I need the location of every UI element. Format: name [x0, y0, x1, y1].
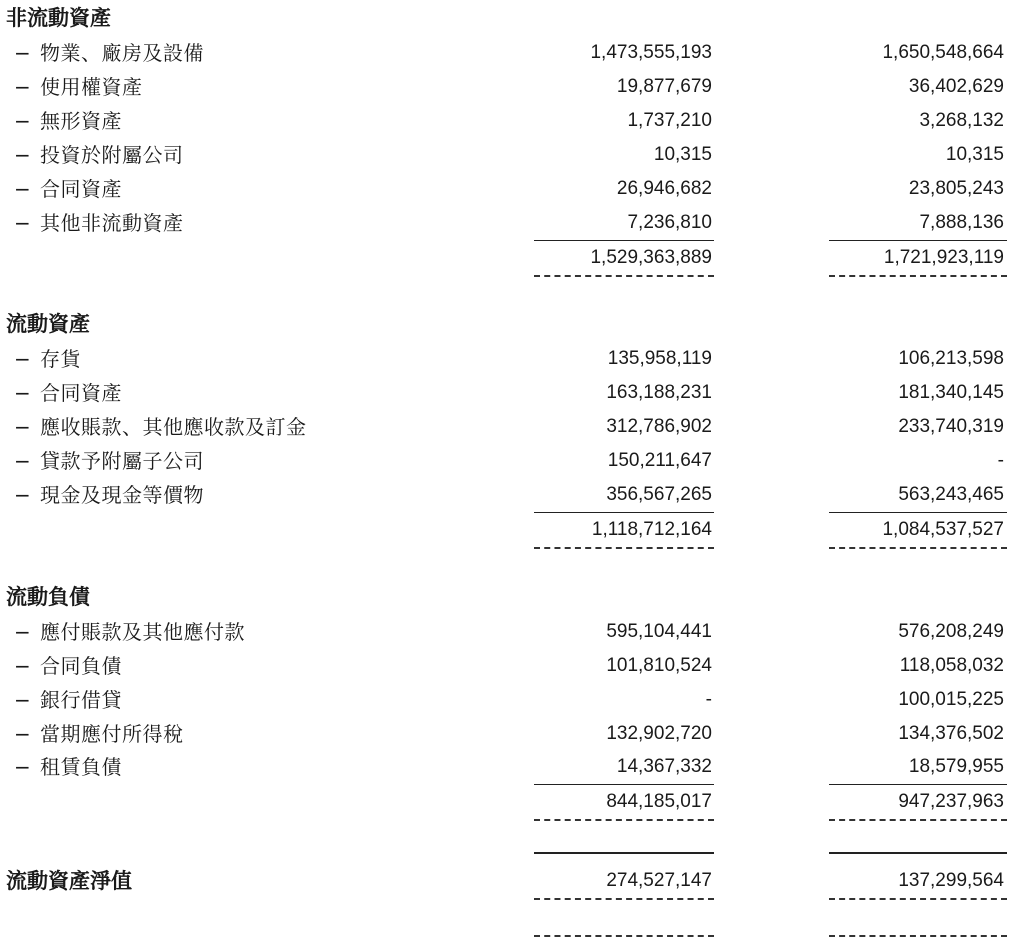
section-total-row	[0, 515, 1014, 545]
line-item	[0, 752, 1014, 782]
value-prior-year: 233,740,319	[898, 416, 1004, 437]
value-prior-year: 1,650,548,664	[882, 42, 1004, 63]
subtotal-rule	[534, 512, 714, 513]
net-top-rule	[829, 852, 1007, 854]
value-current-year: 312,786,902	[606, 416, 712, 437]
total-dashed-rule	[829, 275, 1007, 277]
dash-marker: −	[14, 483, 32, 507]
value-prior-year: 576,208,249	[898, 621, 1004, 642]
line-item	[0, 480, 1014, 510]
line-item	[0, 106, 1014, 136]
value-prior-year: 106,213,598	[898, 348, 1004, 369]
dash-marker: −	[14, 347, 32, 371]
value-current-year: 135,958,119	[607, 348, 712, 369]
subtotal-rule	[829, 512, 1007, 513]
item-label: 合同負債	[40, 654, 122, 678]
total-dashed-rule	[829, 819, 1007, 821]
item-label: 應付賬款及其他應付款	[40, 620, 245, 644]
item-label: 合同資產	[40, 177, 122, 201]
section-title: 非流動資產	[6, 6, 111, 30]
dash-marker: −	[14, 41, 32, 65]
value-current-year: 132,902,720	[606, 723, 712, 744]
value-prior-year: 36,402,629	[908, 76, 1004, 97]
net-double-dashed-rule	[829, 935, 1007, 937]
value-prior-year: 563,243,465	[898, 484, 1004, 505]
dash-marker: −	[14, 381, 32, 405]
value-current-year: 101,810,524	[606, 655, 712, 676]
item-label: 其他非流動資產	[40, 211, 184, 235]
section-heading-non-current-assets	[0, 3, 1014, 33]
line-item	[0, 140, 1014, 170]
value-current-year: 19,877,679	[616, 76, 712, 97]
value-current-year: 26,946,682	[616, 178, 712, 199]
section-title: 流動負債	[6, 585, 90, 609]
total-dashed-rule	[534, 819, 714, 821]
subtotal-rule	[534, 240, 714, 241]
item-label: 無形資產	[40, 109, 122, 133]
dash-marker: −	[14, 211, 32, 235]
line-item	[0, 412, 1014, 442]
value-prior-year: 7,888,136	[919, 212, 1004, 233]
value-current-year: 14,367,332	[616, 756, 712, 777]
section-total-row	[0, 787, 1014, 817]
subtotal-rule	[829, 240, 1007, 241]
line-item	[0, 344, 1014, 374]
line-item	[0, 617, 1014, 647]
item-label: 合同資產	[40, 381, 122, 405]
dash-marker: −	[14, 620, 32, 644]
dash-marker: −	[14, 75, 32, 99]
item-label: 使用權資產	[40, 75, 143, 99]
value-current-year: 10,315	[653, 144, 712, 165]
dash-marker: −	[14, 722, 32, 746]
value-prior-year: 3,268,132	[919, 110, 1004, 131]
value-prior-year: 181,340,145	[898, 382, 1004, 403]
dash-marker: −	[14, 177, 32, 201]
total-dashed-rule	[534, 547, 714, 549]
dash-marker: −	[14, 449, 32, 473]
net-current-assets-row	[0, 866, 1014, 896]
total-current-year: 1,118,712,164	[591, 519, 712, 540]
section-title: 流動資產	[6, 312, 90, 336]
value-current-year: 7,236,810	[627, 212, 712, 233]
subtotal-rule	[829, 784, 1007, 785]
value-current-year: -	[705, 689, 712, 710]
item-label: 應收賬款、其他應收款及訂金	[40, 415, 307, 439]
item-label: 貸款予附屬子公司	[40, 449, 204, 473]
net-current-year: 274,527,147	[606, 870, 712, 891]
item-label: 租賃負債	[40, 755, 122, 779]
net-dashed-rule	[829, 898, 1007, 900]
section-total-row	[0, 243, 1014, 273]
line-item	[0, 378, 1014, 408]
item-label: 物業、廠房及設備	[40, 41, 204, 65]
value-current-year: 356,567,265	[606, 484, 712, 505]
dash-marker: −	[14, 654, 32, 678]
total-dashed-rule	[829, 547, 1007, 549]
line-item	[0, 174, 1014, 204]
dash-marker: −	[14, 688, 32, 712]
value-current-year: 595,104,441	[606, 621, 712, 642]
value-prior-year: 23,805,243	[908, 178, 1004, 199]
net-double-dashed-rule	[534, 935, 714, 937]
line-item	[0, 651, 1014, 681]
value-prior-year: 100,015,225	[898, 689, 1004, 710]
total-current-year: 1,529,363,889	[590, 247, 712, 268]
net-title: 流動資產淨值	[6, 869, 132, 893]
net-dashed-rule	[534, 898, 714, 900]
line-item	[0, 38, 1014, 68]
value-prior-year: 10,315	[945, 144, 1004, 165]
net-top-rule	[534, 852, 714, 854]
item-label: 存貨	[40, 347, 81, 371]
item-label: 當期應付所得稅	[40, 722, 184, 746]
value-prior-year: 18,579,955	[908, 756, 1004, 777]
total-dashed-rule	[534, 275, 714, 277]
value-current-year: 163,188,231	[606, 382, 712, 403]
dash-marker: −	[14, 415, 32, 439]
value-current-year: 1,473,555,193	[590, 42, 712, 63]
subtotal-rule	[534, 784, 714, 785]
value-prior-year: -	[997, 450, 1004, 471]
line-item	[0, 685, 1014, 715]
section-heading-current-liabilities	[0, 582, 1014, 612]
total-prior-year: 1,721,923,119	[883, 247, 1004, 268]
dash-marker: −	[14, 143, 32, 167]
line-item	[0, 719, 1014, 749]
item-label: 現金及現金等價物	[40, 483, 204, 507]
value-current-year: 150,211,647	[607, 450, 712, 471]
section-heading-current-assets	[0, 309, 1014, 339]
line-item	[0, 208, 1014, 238]
net-prior-year: 137,299,564	[898, 870, 1004, 891]
value-prior-year: 118,058,032	[899, 655, 1004, 676]
item-label: 銀行借貸	[40, 688, 122, 712]
value-prior-year: 134,376,502	[898, 723, 1004, 744]
item-label: 投資於附屬公司	[40, 143, 184, 167]
value-current-year: 1,737,210	[627, 110, 712, 131]
line-item	[0, 72, 1014, 102]
total-prior-year: 947,237,963	[898, 791, 1004, 812]
dash-marker: −	[14, 109, 32, 133]
dash-marker: −	[14, 755, 32, 779]
line-item	[0, 446, 1014, 476]
total-prior-year: 1,084,537,527	[882, 519, 1004, 540]
total-current-year: 844,185,017	[606, 791, 712, 812]
